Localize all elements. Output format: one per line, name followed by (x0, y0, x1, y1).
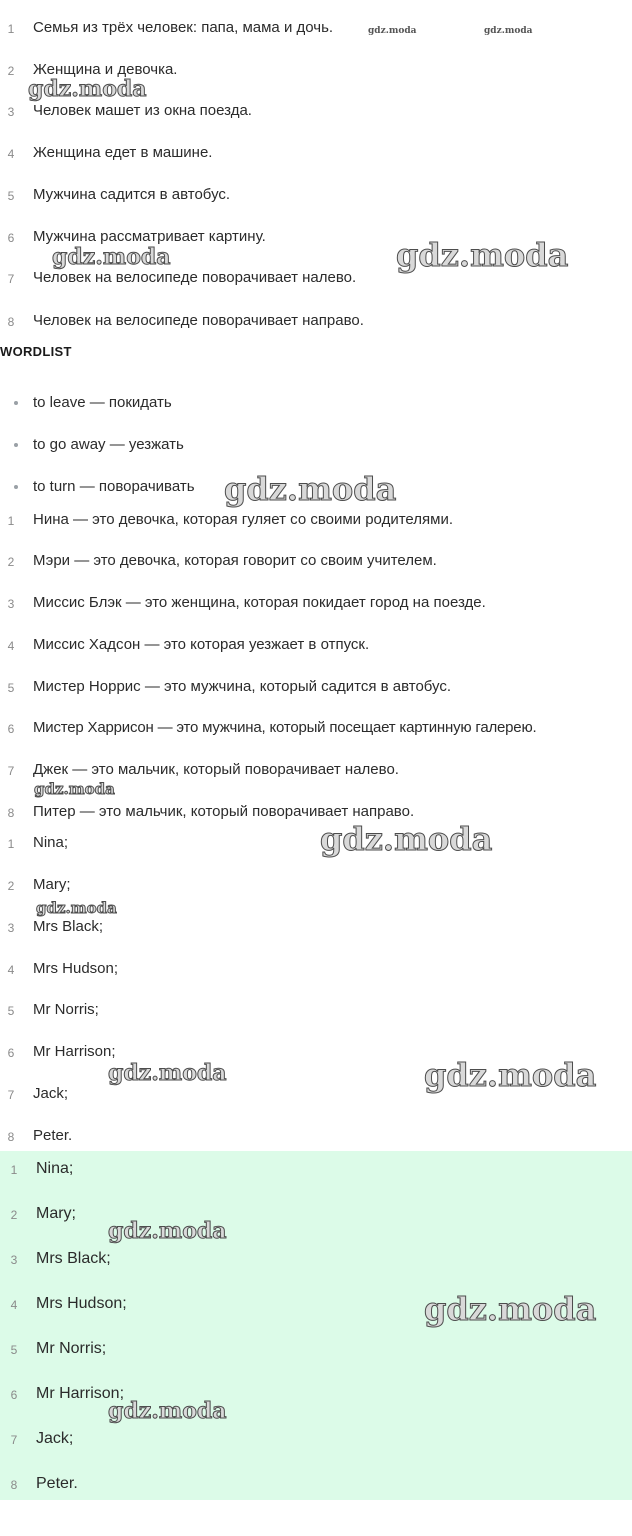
item-text: Mr Harrison; (33, 1043, 116, 1060)
watermark: gdz.moda (224, 470, 397, 508)
item-number: 2 (7, 879, 15, 893)
item-number: 5 (10, 1343, 18, 1357)
item-number: 1 (7, 22, 15, 36)
watermark: gdz.moda (424, 1056, 597, 1094)
item-text: Nina; (33, 834, 69, 851)
item-text: Peter. (33, 1127, 73, 1144)
item-text: Человек на велосипеде поворачивает налево. (33, 269, 357, 286)
item-text: Mary; (33, 876, 71, 893)
item-number: 5 (7, 1004, 15, 1018)
item-number: 7 (10, 1433, 18, 1447)
item-text: Питер — это мальчик, который поворачивает направо. (33, 803, 415, 820)
item-number: 8 (10, 1478, 18, 1492)
item-text: Jack; (36, 1430, 74, 1447)
item-number: 1 (7, 837, 15, 851)
item-number: 3 (7, 105, 15, 119)
item-number: 6 (7, 722, 15, 736)
item-number: 7 (7, 272, 15, 286)
item-text: Человек машет из окна поезда. (33, 102, 252, 119)
item-text: Jack; (33, 1085, 69, 1102)
item-text: Mr Norris; (36, 1340, 107, 1357)
item-text: Мужчина рассматривает картину. (33, 228, 266, 245)
item-text: Семья из трёх человек: папа, мама и дочь. (33, 19, 334, 36)
item-number: 5 (7, 189, 15, 203)
item-number: 4 (7, 963, 15, 977)
watermark: gdz.moda (368, 26, 417, 36)
item-number: 4 (7, 147, 15, 161)
item-text: Мистер Норрис — это мужчина, который садится в автобус. (33, 678, 452, 695)
item-number: 8 (7, 806, 15, 820)
item-number: 6 (7, 1046, 15, 1060)
item-number: 5 (7, 681, 15, 695)
item-text: to leave — покидать (33, 394, 172, 411)
item-text: Mrs Black; (36, 1250, 111, 1267)
item-number: 8 (7, 315, 15, 329)
item-number: 2 (7, 555, 15, 569)
item-number: 6 (10, 1388, 18, 1402)
watermark: gdz.moda (424, 1290, 597, 1328)
item-text: Mr Harrison; (36, 1385, 125, 1402)
item-number: 2 (7, 64, 15, 78)
item-text: Мэри — это девочка, которая говорит со своим учителем. (33, 552, 437, 569)
bullet-icon (14, 443, 18, 447)
item-number: 2 (10, 1208, 18, 1222)
bullet-icon (14, 401, 18, 405)
item-text: Мистер Харрисон — это мужчина, который посещает картинную галерею. (33, 719, 537, 736)
item-number: 8 (7, 1130, 15, 1144)
watermark: gdz.moda (52, 244, 171, 270)
watermark: gdz.moda (396, 236, 569, 274)
watermark: gdz.moda (108, 1398, 227, 1424)
item-text: Mr Norris; (33, 1001, 99, 1018)
item-number: 7 (7, 764, 15, 778)
item-number: 7 (7, 1088, 15, 1102)
item-text: Mrs Hudson; (36, 1295, 127, 1312)
item-number: 4 (7, 639, 15, 653)
item-number: 4 (10, 1298, 18, 1312)
item-text: Nina; (36, 1160, 74, 1177)
item-text: Миссис Хадсон — это которая уезжает в отпуск. (33, 636, 370, 653)
item-number: 1 (10, 1163, 18, 1177)
watermark: gdz.moda (108, 1060, 227, 1086)
item-text: Нина — это девочка, которая гуляет со своими родителями. (33, 511, 453, 528)
item-text: Peter. (36, 1475, 78, 1492)
watermark: gdz.moda (320, 820, 493, 858)
item-number: 1 (7, 514, 15, 528)
watermark: gdz.moda (108, 1218, 227, 1244)
item-text: Мужчина садится в автобус. (33, 186, 231, 203)
item-text: Человек на велосипеде поворачивает направо. (33, 312, 364, 329)
item-text: Женщина и девочка. (33, 61, 178, 78)
watermark: gdz.moda (28, 76, 147, 102)
item-text: to go away — уезжать (33, 436, 184, 453)
wordlist-heading: WORDLIST (0, 344, 72, 359)
item-text: Женщина едет в машине. (33, 144, 213, 161)
item-text: to turn — поворачивать (33, 478, 195, 495)
item-text: Mary; (36, 1205, 76, 1222)
item-text: Джек — это мальчик, который поворачивает налево. (33, 761, 399, 778)
item-text: Mrs Hudson; (33, 960, 119, 977)
item-text: Mrs Black; (33, 918, 104, 935)
item-number: 6 (7, 231, 15, 245)
item-number: 3 (10, 1253, 18, 1267)
item-text: Миссис Блэк — это женщина, которая покидает город на поезде. (33, 594, 486, 611)
watermark: gdz.moda (36, 899, 117, 917)
bullet-icon (14, 485, 18, 489)
item-number: 3 (7, 921, 15, 935)
watermark: gdz.moda (484, 26, 533, 36)
item-number: 3 (7, 597, 15, 611)
watermark: gdz.moda (34, 780, 115, 798)
